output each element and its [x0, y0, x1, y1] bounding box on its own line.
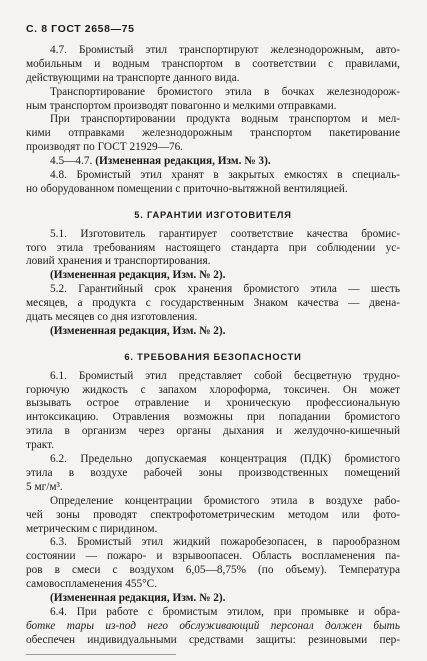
text-line: этила в воздухе рабочей зоны производственных помещений: [26, 466, 400, 479]
text-line: вызывать острое отравление и хроническую профессиональную: [26, 397, 400, 410]
text-line: самовоспламенения 455°С.: [26, 578, 158, 591]
text-line: 4.7. Бромистый этил транспортируют железнодорожным, авто-: [50, 44, 400, 56]
text-line: Определение концентрации бромистого этила в воздухе рабо-: [50, 494, 400, 507]
text-line: ботке тары из-под него обслуживающий персонал должен быть: [26, 619, 400, 632]
text-line: 6.1. Бромистый этил представляет собой бесцветную трудно-: [50, 369, 400, 382]
text-line: производят по ГОСТ 21929—76.: [26, 141, 184, 154]
text-line: того этила требованиям настоящего стандарта при соблюдении ус-: [26, 241, 400, 254]
text-line: мобильным и водным транспортом в соответствии с правилами,: [26, 57, 400, 70]
text-line: действующими на транспорте данного вида.: [26, 71, 240, 84]
spacer: [26, 339, 400, 351]
spacer: [26, 197, 400, 209]
text-line: 5.2. Гарантийный срок хранения бромистого этила — шесть: [50, 283, 400, 296]
text-line: месяцев, а продукта с государственным Знаком качества — двена-: [26, 297, 400, 310]
text-line: Транспортирование бромистого этила в бочках железнодорож-: [50, 85, 400, 98]
document-body: [26, 44, 400, 648]
text-line: 5 мг/м³.: [26, 480, 63, 493]
text-line: При транспортировании продукта водным транспортом и мел-: [50, 113, 400, 126]
text-line: ловий хранения и транспортирования.: [26, 255, 211, 268]
revision-note: (Измененная редакция, Изм. № 2).: [50, 269, 226, 282]
text-line: дцать месяцев со дня изготовления.: [26, 311, 198, 324]
text-line: 6.4. При работе с бромистым этилом, при промывке и обра-: [50, 605, 400, 618]
text-line: кими отправками железнодорожным транспортом пакетирование: [26, 127, 400, 140]
text-line: обеспечен индивидуальными средствами защиты: резиновыми пер-: [26, 633, 400, 646]
section-heading: 5. ГАРАНТИИ ИЗГОТОВИТЕЛЯ: [134, 209, 292, 220]
text-line: этила в организм через органы дыхания и желудочно-кишечный: [26, 425, 400, 438]
text-line: ров в смеси с воздухом 6,05—8,75% (по объему). Температура: [26, 564, 400, 577]
text-line: 6.3. Бромистый этил жидкий пожаробезопасен, в парообразном: [50, 536, 400, 549]
text-line: чей зоны проводят спектрофотометрическим методом или фото-: [26, 508, 400, 521]
text-line: метрическим с пиридином.: [26, 522, 158, 535]
text-line: но оборудованном помещении с приточно-вытяжной вентиляцией.: [26, 182, 348, 195]
revision-note: (Измененная редакция, Изм. № 2).: [50, 324, 226, 337]
text-line: тракт.: [26, 439, 54, 452]
footer-rule: [26, 654, 176, 655]
text-line: ным транспортом производят повагонно и мелкими отправками.: [26, 99, 337, 112]
text-line: горючую жидкость с запахом хлороформа, токсичен. Он может: [26, 383, 400, 396]
text-line: 5.1. Изготовитель гарантирует соответствие качества бромис-: [50, 227, 400, 240]
section-heading: 6. ТРЕБОВАНИЯ БЕЗОПАСНОСТИ: [124, 351, 302, 362]
text-line: интоксикацию. Отравления возможны при попадании бромистого: [26, 411, 400, 424]
text-line: 6.2. Предельно допускаемая концентрация (ПДК) бромистого: [50, 453, 400, 466]
text-line: 4.5—4.7. (Измененная редакция, Изм. № 3).: [50, 155, 271, 168]
text-line: 4.8. Бромистый этил хранят в закрытых емкостях в специаль-: [50, 169, 400, 182]
page-header: С. 8 ГОСТ 2658—75: [26, 23, 135, 35]
text-line: состоянии — пожаро- и взрывоопасен. Область воспламенения па-: [26, 550, 400, 563]
revision-note: (Измененная редакция, Изм. № 2).: [50, 591, 226, 604]
